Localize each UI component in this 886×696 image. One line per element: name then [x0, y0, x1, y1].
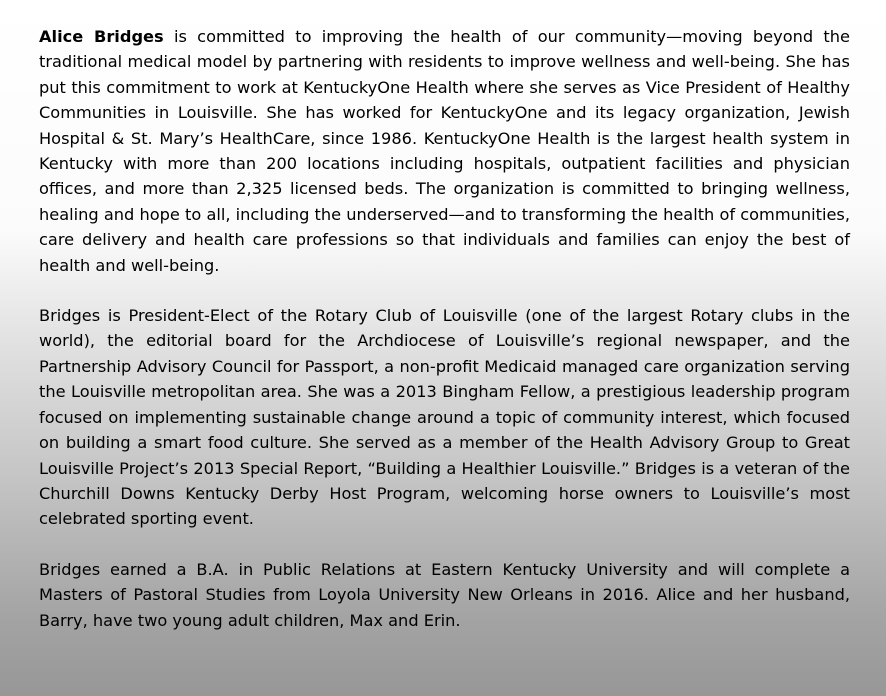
bio-paragraph-3: Bridges earned a B.A. in Public Relations at Eastern Kentucky University and will complete a Masters of Pastoral Studies from Loyola University New Orleans in 2016. Alice and her husband, Barry, have two young adult children, Max and Erin. [39, 559, 850, 630]
bio-paragraph-1-text: is committed to improving the health of our community—moving beyond the traditional medical model by partnering with residents to improve wellness and well-being. She has put this commitment to work at KentuckyOne Health where she serves as Vice President of Healthy Communities in Louisville. She has worked for KentuckyOne and its legacy organization, Jewish Hospital & St. Mary’s HealthCare, since 1986. KentuckyOne Health is the largest health system in Kentucky with more than 200 locations including hospitals, outpatient facilities and physician offices, and more than 2,325 licensed beds. The organization is committed to bringing wellness, healing and hope to all, including the underserved—and to transforming the health of communities, care delivery and health care professions so that individuals and families can enjoy the best of health and well-being. [39, 27, 850, 275]
bio-paragraph-2: Bridges is President-Elect of the Rotary Club of Louisville (one of the largest Rotary clubs in the world), the editorial board for the Archdiocese of Louisville’s regional newspaper, and the Partnership Advisory Council for Passport, a non-profit Medicaid managed care organization serving the Louisville metropolitan area. She was a 2013 Bingham Fellow, a prestigious leadership program focused on implementing sustainable change around a topic of community interest, which focused on building a smart food culture. She served as a member of the Health Advisory Group to Great Louisville Project’s 2013 Special Report, “Building a Healthier Louisville.” Bridges is a veteran of the Churchill Downs Kentucky Derby Host Program, welcoming horse owners to Louisville’s most celebrated sporting event. [39, 306, 850, 529]
bio-subject-name: Alice Bridges [39, 27, 164, 46]
biography-document [39, 24, 850, 633]
bio-paragraph-1 [39, 24, 850, 278]
